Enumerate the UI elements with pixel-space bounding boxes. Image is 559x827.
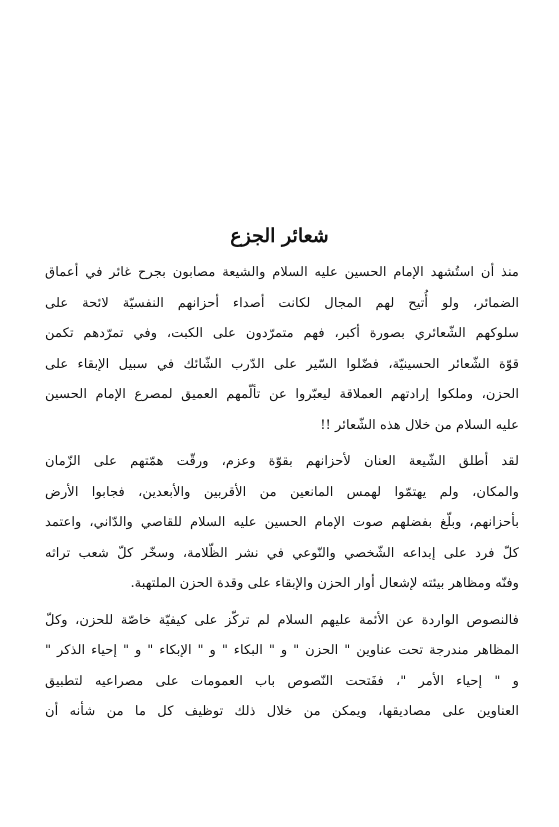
paragraph-2: [45, 447, 519, 600]
text-line: قوّة الشّعائر الحسينيّة، فضّلوا السّير على الدّرب الشّائك في سبيل الإبقاء على: [45, 356, 519, 372]
text-line: و " إحياء الأمر "، ففَتحت النّصوص باب العمومات على مصراعيه لتطبيق: [45, 673, 519, 689]
text-line: عليه السلام من خلال هذه الشّعائر !!: [320, 417, 519, 433]
text-line: لقد أطلق الشّيعة العنان لأحزانهم بقوّة وعزم، ورقّت همّتهم على الزّمان: [45, 454, 519, 469]
text-line: الضمائر، ولو أُتيح لهم المجال لكانت أصداء أحزانهم النفسيّة لائحة على: [45, 295, 519, 311]
text-line: بأحزانهم، وبلّغ بفضلهم صوت الإمام الحسين عليه السلام للقاصي والدّاني، واعتمد: [45, 515, 519, 530]
text-line: كلّ فرد على إبداعه الشّخصي والنّوعي في نشر الظّلامة، وسخّر كلّ شعب تراثه: [45, 545, 519, 561]
text-line: الحزن، وملكوا إرادتهم العملاقة ليعبّروا عن تألّمهم العميق لمصرع الإمام الحسين: [45, 387, 519, 402]
text-line: وفنّه ومظاهر بيئته لإشعال أوار الحزن والإبقاء على وقدة الحزن الملتهبة.: [130, 576, 519, 591]
body-text: [45, 258, 519, 728]
section-title: شعائر الجزع: [230, 225, 329, 247]
paragraph-1: [45, 258, 519, 441]
text-line: العناوين على مصاديقها، ويمكن من خلال ذلك توظيف كل ما من شأنه أن: [45, 704, 519, 719]
text-line: منذ أن استُشهد الإمام الحسين عليه السلام والشيعة مصابون بجرح غائر في أعماق: [45, 265, 519, 280]
text-line: فالنصوص الواردة عن الأئمة عليهم السلام لم تركّز على كيفيّة خاصّة للحزن، وكلّ: [45, 612, 519, 628]
paragraph-3: [45, 606, 519, 728]
text-line: والمكان، ولم يهتمّوا لهمس المانعين من الأقربين والأبعدين، فجابوا الأرض: [45, 484, 519, 500]
text-line: سلوكهم الشّعائري بصورة أكبر، فهم متمرّدون على الكبت، وفي تمرّدهم تكمن: [45, 326, 519, 341]
text-line: المظاهر مندرجة تحت عناوين " الحزن " و " البكاء " و " الإبكاء " و " إحياء الذكر ": [45, 643, 519, 658]
